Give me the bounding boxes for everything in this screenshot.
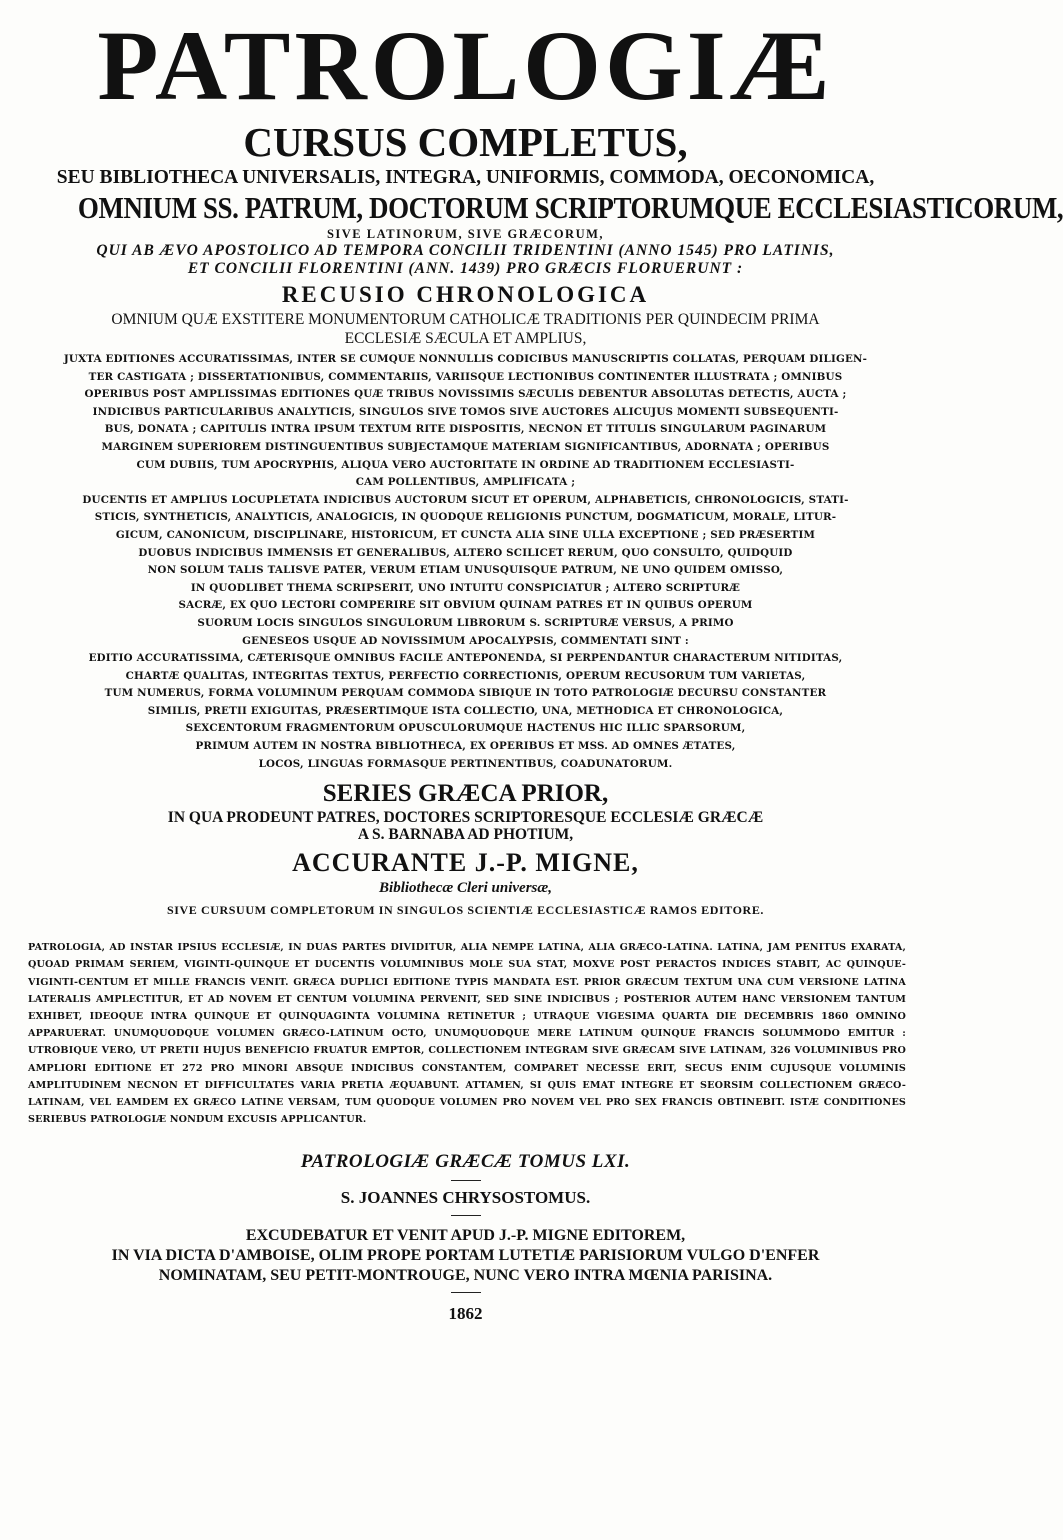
body-line: SIMILIS, PRETII EXIGUITAS, PRÆSERTIMQUE ISTA COLLECTIO, UNA, METHODICA ET CHRONOLOGICA, <box>147 704 784 717</box>
line-sive-latinorum: SIVE LATINORUM, SIVE GRÆCORUM, <box>326 227 605 241</box>
omnium-quae-line-2: ECCLESIÆ SÆCULA ET AMPLIUS, <box>344 330 587 347</box>
imprint-line-3: NOMINATAM, SEU PETIT-MONTROUGE, NUNC VERO INTRA MŒNIA PARISINA. <box>158 1267 773 1285</box>
main-title: PATROLOGIÆ <box>97 10 834 121</box>
body-line: JUXTA EDITIONES ACCURATISSIMAS, INTER SE CUMQUE NONNULLIS CODICIBUS MANUSCRIPTIS COLLATAS, PERQUAM DILIGEN- <box>63 353 868 365</box>
body-line: STICIS, SYNTHETICIS, ANALYTICIS, ANALOGICIS, IN QUODQUE RELIGIONIS PUNCTUM, DOGMATICUM, MORALE, LITUR- <box>94 511 837 524</box>
author-line: S. JOANNES CHRYSOSTOMUS. <box>340 1188 591 1208</box>
body-line: BUS, DONATA ; CAPITULIS INTRA IPSUM TEXTUM RITE DISPOSITIS, NECNON ET TITULIS SINGULARUM PAGINARUM <box>104 423 827 436</box>
series-heading: SERIES GRÆCA PRIOR, <box>322 780 609 808</box>
imprint-line-2: IN VIA DICTA D'AMBOISE, OLIM PROPE PORTAM LUTETIÆ PARISIORUM VULGO D'ENFER <box>111 1247 820 1265</box>
in-qua-line-2: A S. BARNABA AD PHOTIUM, <box>357 826 574 844</box>
body-line: CAM POLLENTIBUS, AMPLIFICATA ; <box>355 476 576 489</box>
imprint-line-1: EXCUDEBATUR ET VENIT APUD J.-P. MIGNE EDITOREM, <box>245 1227 686 1245</box>
publication-year: 1862 <box>448 1304 483 1324</box>
divider <box>451 1292 481 1293</box>
omnium-quae-line-1: OMNIUM QUÆ EXSTITERE MONUMENTORUM CATHOLICÆ TRADITIONIS PER QUINDECIM PRIMA <box>111 311 820 328</box>
body-line: GICUM, CANONICUM, DISCIPLINARE, HISTORICUM, ET CUNCTA ALIA SINE ULLA EXCEPTIONE ; SED PRÆSERTIM <box>115 528 816 541</box>
body-line: IN QUODLIBET THEMA SCRIPSERIT, UNO INTUITU CONSPICIATUR ; ALTERO SCRIPTURÆ <box>190 581 741 594</box>
in-qua-line-1: IN QUA PRODEUNT PATRES, DOCTORES SCRIPTORESQUE ECCLESIÆ GRÆCÆ <box>167 809 764 827</box>
divider <box>451 1180 481 1181</box>
body-line: CHARTÆ QUALITAS, INTEGRITAS TEXTUS, PERFECTIO CORRECTIONIS, OPERUM RECUSORUM TUM VARIETAS, <box>125 669 806 682</box>
publication-notice-paragraph: PATROLOGIA, AD INSTAR IPSIUS ECCLESIÆ, IN DUAS PARTES DIVIDITUR, ALIA NEMPE LATINA, ALIA GRÆCO-LATINA. LATINA, JAM PENITUS EXARATA, QUOAD PRIMAM SERIEM, VIGINTI-QUINQUE ET DUCENTIS VOLUMINIBUS MOLE SUA STAT, MOXVE POST PERACTOS INDICES STABIT, AC QUINQUE-VIGINTI-CENTUM ET MILLE FRANCIS VENIT. GRÆCA DUPLICI EDITIONE TYPIS MANDATA EST. PRIOR GRÆCUM TEXTUM UNA CUM VERSIONE LATINA LATERALIS AMPLECTITUR, ET AD NOVEM ET CENTUM VOLUMINA PERVENIT, SED SINE INDICIBUS ; POSTERIOR AUTEM HANC VERSIONEM TANTUM EXHIBET, IDEOQUE INTRA QUINQUE ET QUINQUAGINTA VOLUMINA RETINETUR ; UTRAQUE VIGESIMA QUARTA DIE DECEMBRIS 1860 OMNINO APPARUERAT. UNUMQUODQUE VOLUMEN GRÆCO-LATINUM OCTO, UNUMQUODQUE MERE LATINUM QUINQUE FRANCIS SOLUMMODO EMITUR : UTROBIQUE VERO, UT PRETII HUJUS BENEFICIO FRUATUR EMPTOR, COLLECTIONEM INTEGRAM SIVE GRÆCAM SIVE LATINAM, 326 VOLUMINIBUS PRO AMPLIORI EDITIONE ET 272 PRO MINORI ABSQUE INDICIBUS CONSTANTEM, COMPARET NECESSE ERIT, SECUS ENIM CUJUSQUE VOLUMINIS AMPLITUDINEM NECNON ET DIFFICULTATES VARIA PRETIA ÆQUABUNT. ATTAMEN, SI QUIS EMAT INTEGRE ET SEORSIM COLLECTIONEM GRÆCO-LATINAM, VEL EAMDEM EX GRÆCO LATINE VERSAM, TUM QUODQUE VOLUMEN PRO NOVEM VEL PRO SEX FRANCIS OBTINEBIT. ISTÆ CONDITIONES SERIEBUS PATROLOGIÆ NONDUM EXCUSIS APPLICANTUR. <box>28 942 906 1126</box>
italic-line-2: ET CONCILII FLORENTINI (ANN. 1439) PRO GRÆCIS FLORUERUNT : <box>187 260 744 277</box>
body-line: MARGINEM SUPERIOREM DISTINGUENTIBUS SUBJECTAMQUE MATERIAM SIGNIFICANTIBUS, ADORNATA ; OPERIBUS <box>101 440 830 453</box>
body-line: CUM DUBIIS, TUM APOCRYPHIS, ALIQUA VERO AUCTORITATE IN ORDINE AD TRADITIONEM ECCLESIASTI- <box>136 458 795 471</box>
body-line: DUCENTIS ET AMPLIUS LOCUPLETATA INDICIBUS AUCTORUM SICUT ET OPERUM, ALPHABETICIS, CHRONOLOGICIS, STATI- <box>82 493 849 506</box>
italic-line-1: QUI AB ÆVO APOSTOLICO AD TEMPORA CONCILII TRIDENTINI (ANNO 1545) PRO LATINIS, <box>96 242 835 259</box>
accurante-line: ACCURANTE J.-P. MIGNE, <box>292 848 639 878</box>
body-line: OPERIBUS POST AMPLISSIMAS EDITIONES QUÆ TRIBUS NOVISSIMIS SÆCULIS DEBENTUR ABSOLUTAS DETECTIS, AUCTA ; <box>84 388 847 401</box>
subtitle: CURSUS COMPLETUS, <box>243 119 688 165</box>
body-line: INDICIBUS PARTICULARIBUS ANALYTICIS, SINGULOS SIVE TOMOS SIVE AUCTORES ALICUJUS MOMENTI SUBSEQUENTI- <box>92 405 839 418</box>
body-line: EDITIO ACCURATISSIMA, CÆTERISQUE OMNIBUS FACILE ANTEPONENDA, SI PERPENDANTUR CHARACTERUM NITIDITAS, <box>88 652 843 665</box>
body-line: SEXCENTORUM FRAGMENTORUM OPUSCULORUMQUE HACTENUS HIC ILLIC SPARSORUM, <box>185 722 746 735</box>
tomus-heading: PATROLOGIÆ GRÆCÆ TOMUS LXI. <box>300 1151 631 1173</box>
title-page <box>20 10 1063 1325</box>
body-line: DUOBUS INDICIBUS IMMENSIS ET GENERALIBUS, ALTERO SCILICET RERUM, QUO CONSULTO, QUIDQUID <box>138 546 793 559</box>
body-line: SUORUM LOCIS SINGULOS SINGULORUM LIBRORUM S. SCRIPTURÆ VERSUS, A PRIMO <box>197 616 734 629</box>
body-line: GENESEOS USQUE AD NOVISSIMUM APOCALYPSIS, COMMENTATI SINT : <box>242 634 689 647</box>
sive-cursuum-line: SIVE CURSUUM COMPLETORUM IN SINGULOS SCIENTIÆ ECCLESIASTICÆ RAMOS EDITORE. <box>166 903 765 918</box>
bibliothecae-line: Bibliothecæ Cleri universæ, <box>379 880 552 897</box>
line-seu-bibliotheca: SEU BIBLIOTHECA UNIVERSALIS, INTEGRA, UNIFORMIS, COMMODA, OECONOMICA, <box>56 167 875 188</box>
recusio-heading: RECUSIO CHRONOLOGICA <box>281 282 650 307</box>
body-line: TER CASTIGATA ; DISSERTATIONIBUS, COMMENTARIIS, VARIISQUE LECTIONIBUS CONTINENTER ILLUSTRATA ; OMNIBUS <box>88 370 843 383</box>
body-line: SACRÆ, EX QUO LECTORI COMPERIRE SIT OBVIUM QUINAM PATRES ET IN QUIBUS OPERUM <box>178 599 753 612</box>
body-line: NON SOLUM TALIS TALISVE PATER, VERUM ETIAM UNUSQUISQUE PATRUM, NE UNO QUIDEM OMISSO, <box>147 564 784 577</box>
body-line: TUM NUMERUS, FORMA VOLUMINUM PERQUAM COMMODA SIBIQUE IN TOTO PATROLOGIÆ DECURSU CONSTANTER <box>104 687 827 700</box>
line-omnium-patrum: OMNIUM SS. PATRUM, DOCTORUM SCRIPTORUMQUE ECCLESIASTICORUM, <box>77 190 1063 225</box>
body-line: LOCOS, LINGUAS FORMASQUE PERTINENTIBUS, COADUNATORUM. <box>258 757 673 770</box>
divider <box>451 1215 481 1216</box>
body-text-block <box>20 351 911 773</box>
body-line: PRIMUM AUTEM IN NOSTRA BIBLIOTHECA, EX OPERIBUS ET MSS. AD OMNES ÆTATES, <box>195 740 736 753</box>
